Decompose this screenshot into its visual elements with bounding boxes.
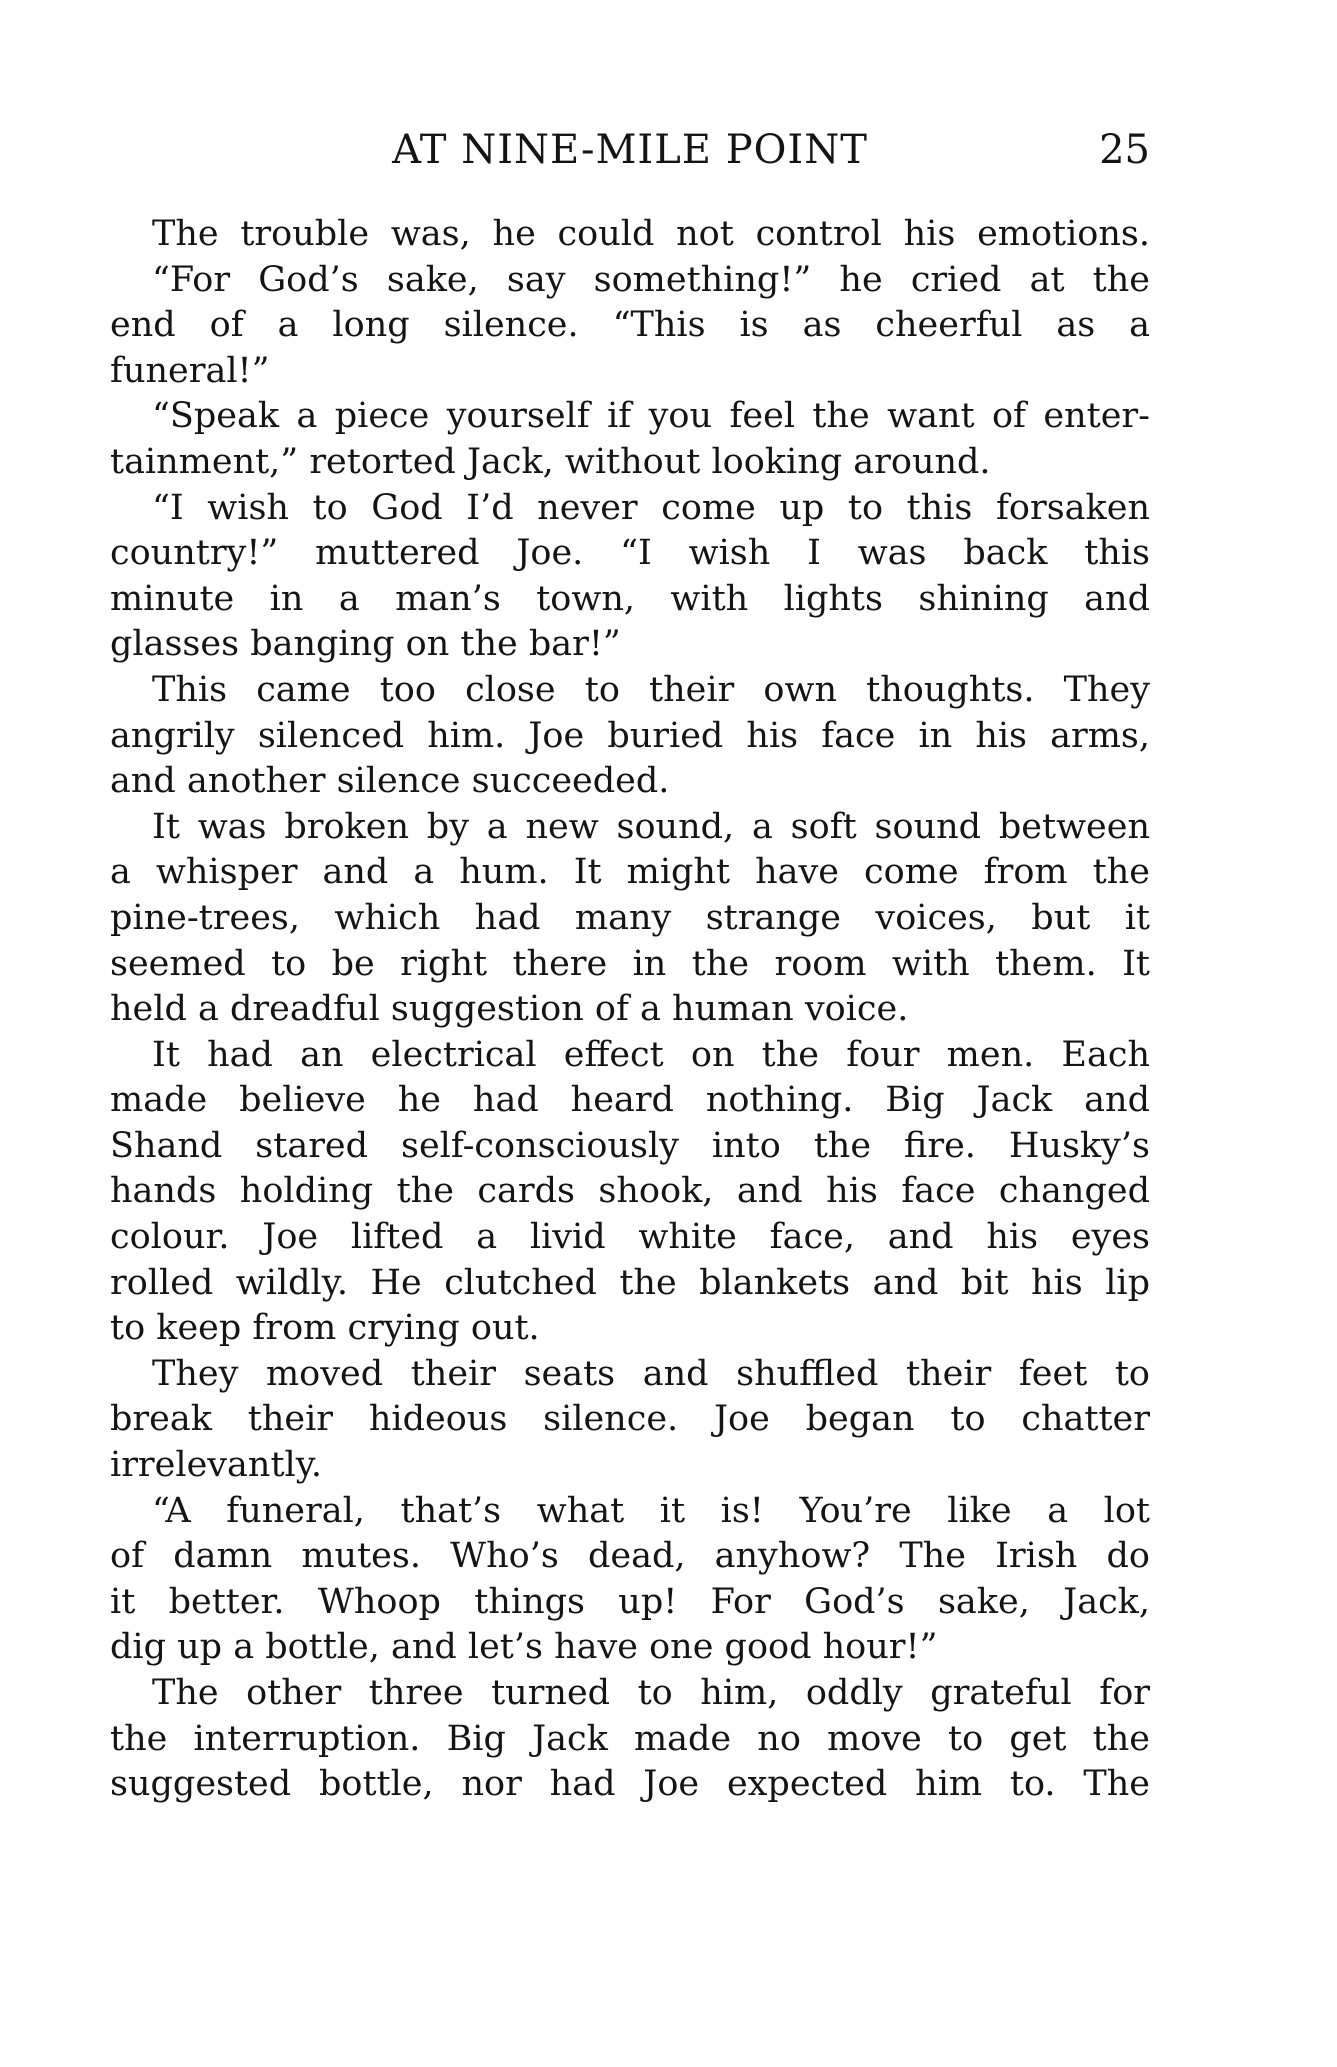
body-text	[110, 212, 1150, 1808]
running-head: AT NINE-MILE POINT	[392, 127, 868, 173]
text-line: “A funeral, that’s what it is! You’re like a lot	[152, 1490, 1150, 1531]
text-line: It was broken by a new sound, a soft sound between	[152, 806, 1150, 847]
text-line: glasses banging on the bar!”	[110, 624, 621, 665]
text-line: colour. Joe lifted a livid white face, and his eyes	[110, 1217, 1150, 1258]
text-line: country!” muttered Joe. “I wish I was back this	[110, 533, 1150, 574]
text-line: It had an electrical effect on the four men. Each	[152, 1034, 1150, 1075]
text-line: it better. Whoop things up! For God’s sake, Jack,	[110, 1581, 1150, 1622]
text-line: “Speak a piece yourself if you feel the want of enter-	[152, 396, 1150, 437]
text-line: dig up a bottle, and let’s have one good hour!”	[110, 1627, 938, 1668]
text-line: The trouble was, he could not control his emotions.	[152, 214, 1150, 254]
text-line: seemed to be right there in the room with them. It	[110, 943, 1150, 984]
text-line: the interruption. Big Jack made no move to get the	[110, 1718, 1150, 1759]
text-line: a whisper and a hum. It might have come from the	[110, 852, 1150, 893]
text-line: and another silence succeeded.	[110, 761, 670, 802]
text-line: break their hideous silence. Joe began to chatter	[110, 1399, 1150, 1440]
text-line: They moved their seats and shuffled their feet to	[152, 1353, 1150, 1394]
text-line: suggested bottle, nor had Joe expected him to. The	[110, 1764, 1150, 1805]
text-line: tainment,” retorted Jack, without looking around.	[110, 441, 991, 482]
text-line: The other three turned to him, oddly grateful for	[152, 1673, 1150, 1713]
text-line: rolled wildly. He clutched the blankets and bit his lip	[110, 1262, 1150, 1303]
text-line: minute in a man’s town, with lights shining and	[110, 578, 1150, 619]
text-line: held a dreadful suggestion of a human voice.	[110, 989, 909, 1030]
text-line: angrily silenced him. Joe buried his face in his arms,	[110, 715, 1150, 756]
text-line: pine-trees, which had many strange voices, but it	[110, 897, 1150, 938]
page-header	[110, 120, 1150, 180]
text-line: “I wish to God I’d never come up to this forsaken	[152, 487, 1150, 528]
text-line: This came too close to their own thoughts. They	[152, 669, 1150, 710]
text-line: to keep from crying out.	[110, 1308, 540, 1349]
text-line: funeral!”	[110, 350, 270, 391]
text-line: made believe he had heard nothing. Big Jack and	[110, 1080, 1150, 1121]
text-line: irrelevantly.	[110, 1445, 322, 1486]
text-line: of damn mutes. Who’s dead, anyhow? The Irish do	[110, 1536, 1150, 1577]
text-line: “For God’s sake, say something!” he cried at the	[152, 259, 1150, 300]
text-line: end of a long silence. “This is as cheerful as a	[110, 305, 1150, 346]
text-line: hands holding the cards shook, and his face changed	[110, 1171, 1150, 1212]
text-line: Shand stared self-consciously into the fire. Husky’s	[110, 1125, 1150, 1166]
page-number: 25	[1099, 127, 1150, 173]
